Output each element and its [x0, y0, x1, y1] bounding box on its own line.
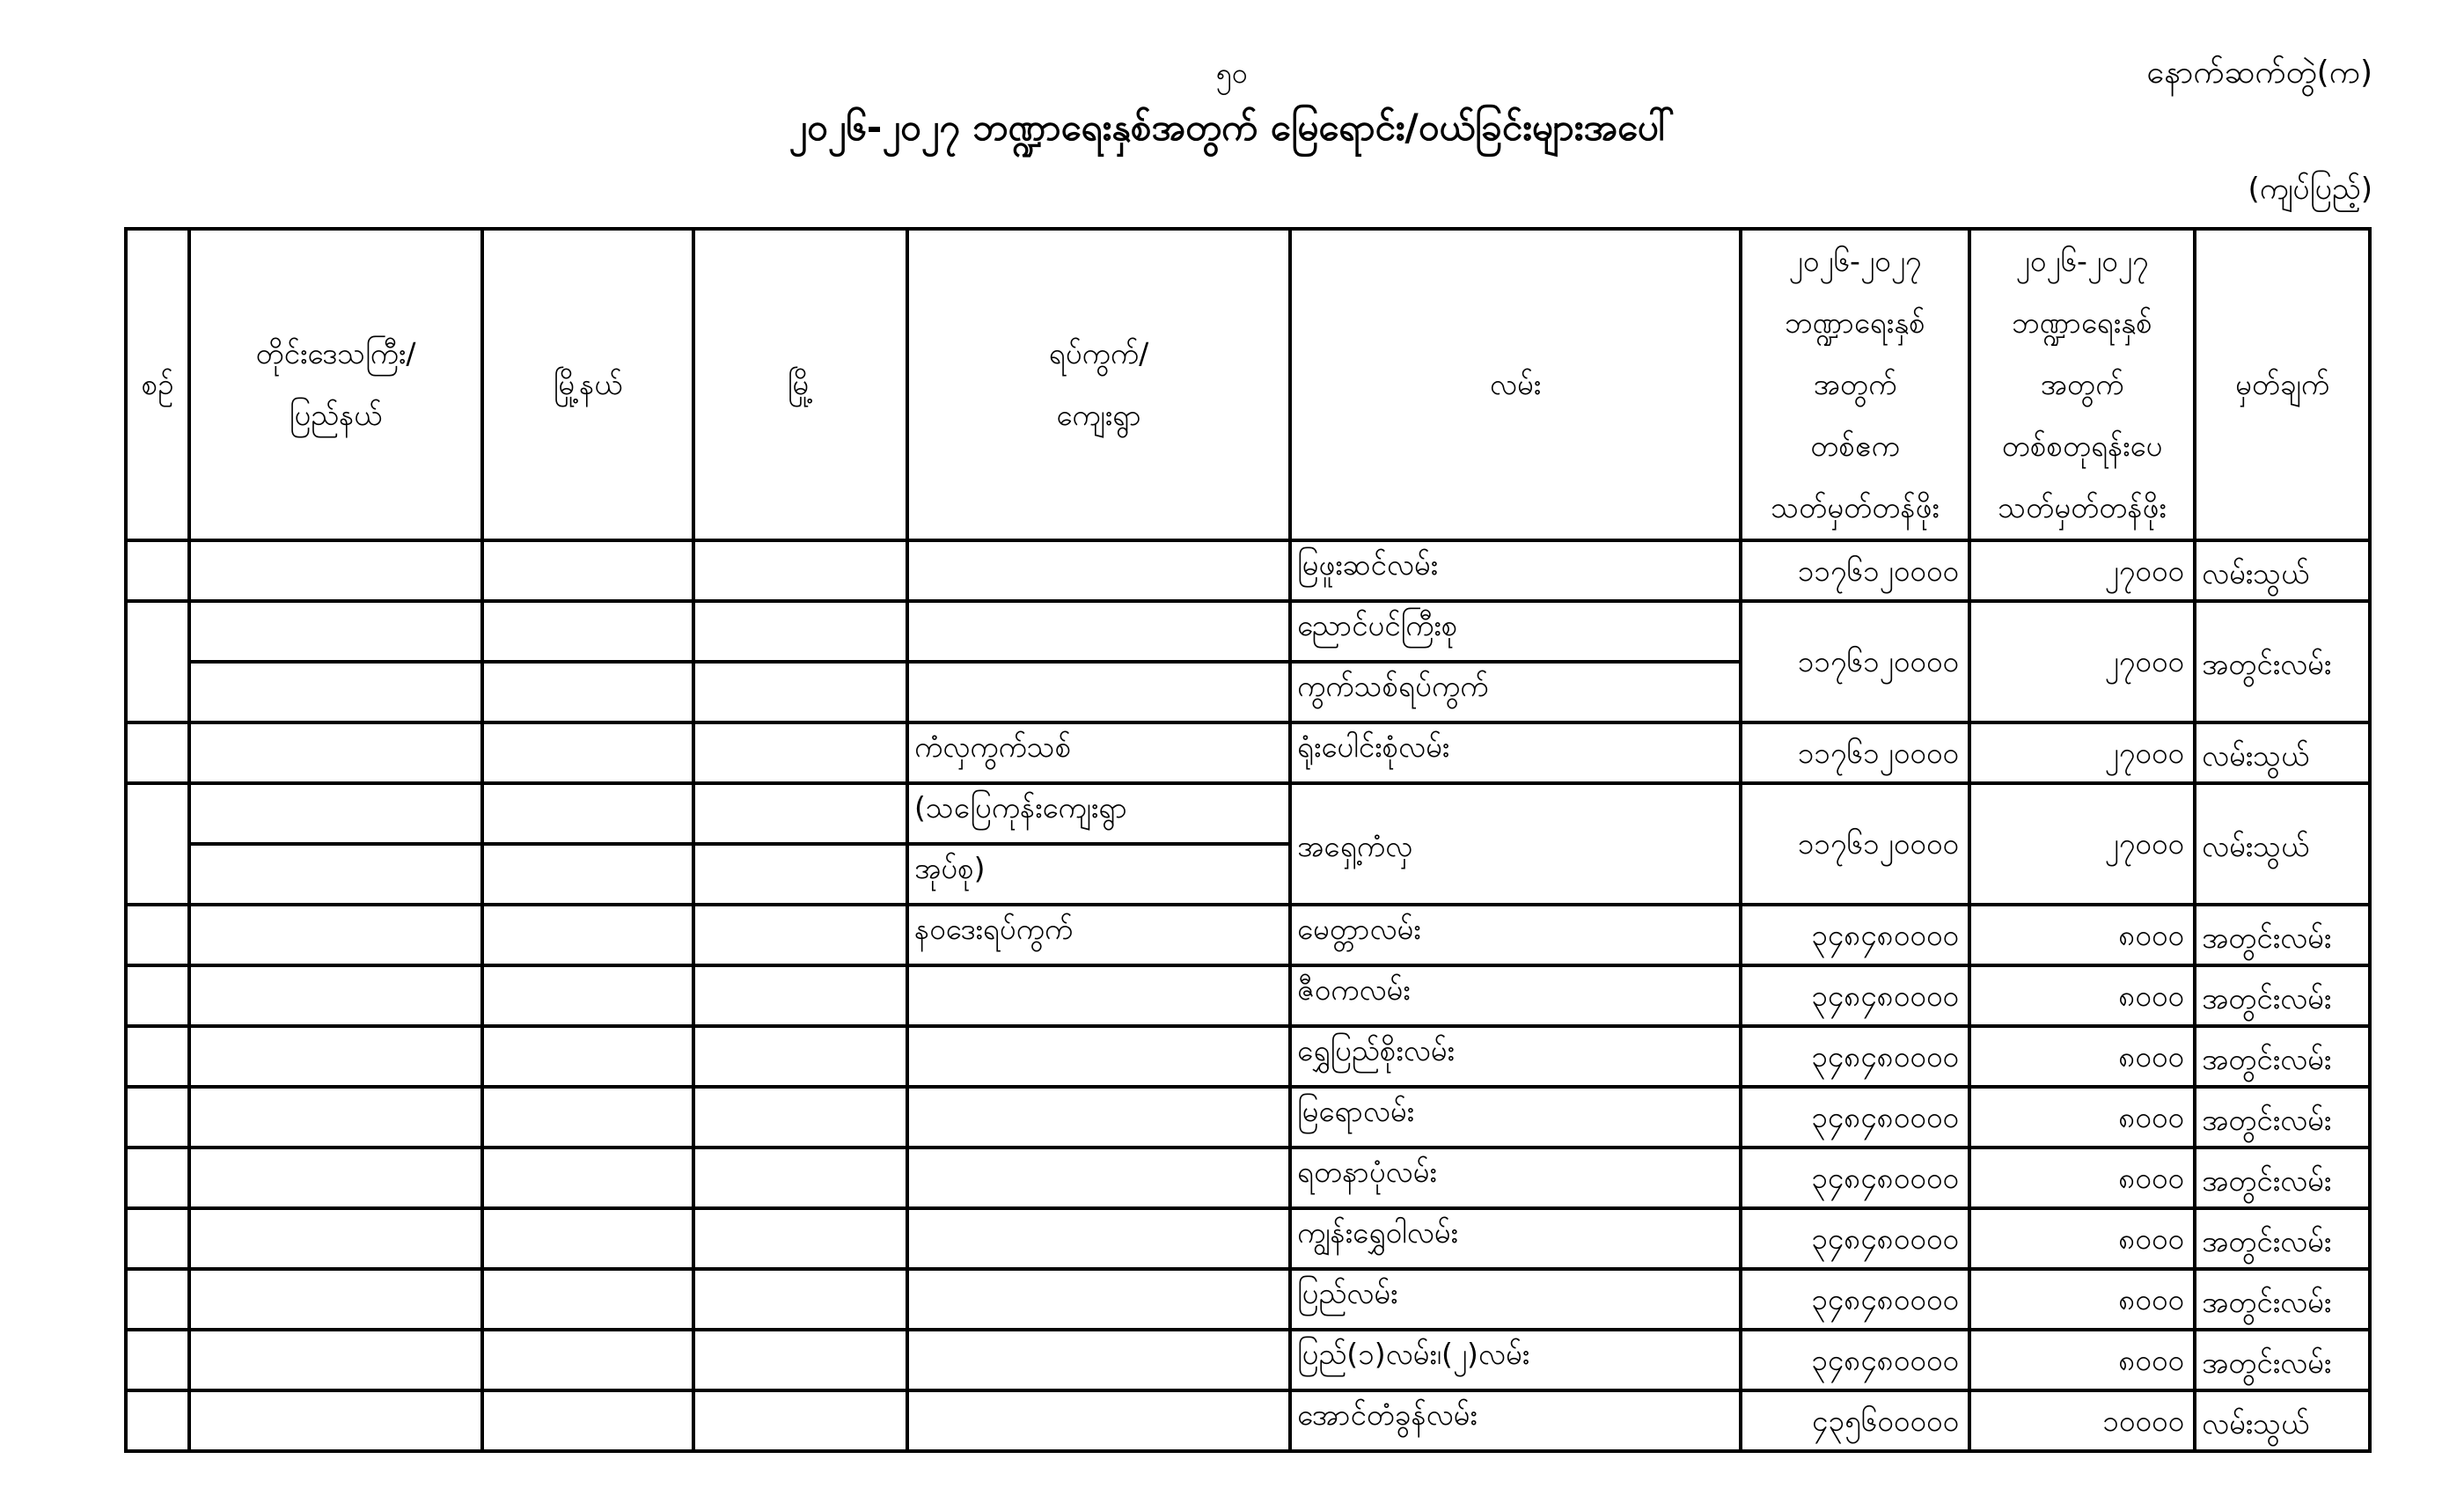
- header-serial: စဉ်: [126, 229, 189, 540]
- table-row: [126, 540, 2370, 601]
- table-row: [126, 1087, 2370, 1148]
- cell-region: [189, 601, 482, 662]
- header-value-per-acre: [1741, 229, 1969, 540]
- cell-serial: [126, 783, 189, 905]
- cell-remark: လမ်းသွယ်: [2195, 540, 2370, 601]
- header-sqft-line-2: ဘဏ္ဍာရေးနှစ်: [2012, 305, 2152, 340]
- cell-serial: [126, 601, 189, 722]
- table-row: [126, 1269, 2370, 1330]
- cell-value-acre: ၄၃၅၆၀၀၀၀၀: [1741, 1390, 1969, 1451]
- cell-ward: [907, 540, 1290, 601]
- cell-region: [189, 1087, 482, 1148]
- cell-town: [693, 1390, 907, 1451]
- header-ward-line-2: ကျေးရွာ: [1056, 398, 1141, 432]
- cell-ward: [907, 1148, 1290, 1208]
- cell-value-sqft: ၈၀၀၀: [1969, 1208, 2195, 1269]
- document-title: ၂၀၂၆-၂၀၂၇ ဘဏ္ဍာရေးနှစ်အတွက် မြေရောင်း/ဝယ်ခြင်းများအပေါ်: [788, 106, 1676, 149]
- cell-value-acre: ၃၄၈၄၈၀၀၀၀: [1741, 905, 1969, 965]
- cell-remark: အတွင်းလမ်း: [2195, 1087, 2370, 1148]
- header-sqft-line-3: အတွက်: [2040, 367, 2124, 401]
- cell-town: [693, 1269, 907, 1330]
- cell-ward: [907, 662, 1290, 722]
- cell-street: မြဖူးဆင်လမ်း: [1290, 540, 1741, 601]
- cell-township: [482, 1330, 693, 1390]
- header-acre-line-3: အတွက်: [1813, 367, 1897, 401]
- cell-serial: [126, 540, 189, 601]
- cell-serial: [126, 1208, 189, 1269]
- header-region: [189, 229, 482, 540]
- cell-remark: လမ်းသွယ်: [2195, 1390, 2370, 1451]
- land-value-table-container: [124, 227, 2368, 1448]
- cell-region: [189, 965, 482, 1026]
- cell-town: [693, 1330, 907, 1390]
- cell-street: အရှေ့ကံလှ: [1290, 783, 1741, 905]
- table-row: [126, 783, 2370, 844]
- cell-remark: အတွင်းလမ်း: [2195, 1208, 2370, 1269]
- cell-town: [693, 1026, 907, 1087]
- cell-street: ဇီဝကလမ်း: [1290, 965, 1741, 1026]
- cell-region: [189, 1269, 482, 1330]
- cell-street: ရွှေပြည်စိုးလမ်း: [1290, 1026, 1741, 1087]
- cell-street: ရတနာပုံလမ်း: [1290, 1148, 1741, 1208]
- cell-township: [482, 662, 693, 722]
- cell-serial: [126, 722, 189, 783]
- cell-remark: လမ်းသွယ်: [2195, 783, 2370, 905]
- table-row: [126, 601, 2370, 662]
- cell-value-sqft: ၈၀၀၀: [1969, 965, 2195, 1026]
- cell-ward: ကံလှကွက်သစ်: [907, 722, 1290, 783]
- page-number: ၅၀: [1216, 56, 1248, 90]
- cell-value-acre: ၃၄၈၄၈၀၀၀၀: [1741, 1087, 1969, 1148]
- cell-ward: [907, 601, 1290, 662]
- table-row: [126, 1026, 2370, 1087]
- cell-remark: လမ်းသွယ်: [2195, 722, 2370, 783]
- cell-serial: [126, 1148, 189, 1208]
- table-row: [126, 1330, 2370, 1390]
- cell-remark: အတွင်းလမ်း: [2195, 601, 2370, 722]
- cell-street: မေတ္တာလမ်း: [1290, 905, 1741, 965]
- cell-region: [189, 1148, 482, 1208]
- cell-town: [693, 1148, 907, 1208]
- cell-remark: အတွင်းလမ်း: [2195, 905, 2370, 965]
- cell-ward: နဝဒေးရပ်ကွက်: [907, 905, 1290, 965]
- cell-region: [189, 783, 482, 844]
- cell-serial: [126, 1026, 189, 1087]
- cell-value-acre: ၃၄၈၄၈၀၀၀၀: [1741, 1208, 1969, 1269]
- cell-region: [189, 722, 482, 783]
- cell-value-acre: ၃၄၈၄၈၀၀၀၀: [1741, 1148, 1969, 1208]
- cell-ward: [907, 1390, 1290, 1451]
- cell-street: အောင်တံခွန်လမ်း: [1290, 1390, 1741, 1451]
- table-header-row: [126, 229, 2370, 540]
- header-remarks: မှတ်ချက်: [2195, 229, 2370, 540]
- cell-town: [693, 905, 907, 965]
- cell-value-sqft: ၈၀၀၀: [1969, 905, 2195, 965]
- land-value-table: [124, 227, 2372, 1453]
- cell-region: [189, 1208, 482, 1269]
- cell-value-sqft: ၁၀၀၀၀: [1969, 1390, 2195, 1451]
- cell-value-acre: ၃၄၈၄၈၀၀၀၀: [1741, 1330, 1969, 1390]
- cell-township: [482, 1269, 693, 1330]
- header-town: မြို့: [693, 229, 907, 540]
- header-acre-line-4: တစ်ဧက: [1810, 429, 1900, 463]
- cell-value-acre: ၁၁၇၆၁၂၀၀၀၀: [1741, 601, 1969, 722]
- cell-street: ပြည်(၁)လမ်း၊(၂)လမ်း: [1290, 1330, 1741, 1390]
- header-street: လမ်း: [1290, 229, 1741, 540]
- cell-value-sqft: ၂၇၀၀၀: [1969, 540, 2195, 601]
- cell-street: ပြည်လမ်း: [1290, 1269, 1741, 1330]
- cell-value-acre: ၃၄၈၄၈၀၀၀၀: [1741, 965, 1969, 1026]
- cell-region: [189, 540, 482, 601]
- cell-township: [482, 1208, 693, 1269]
- cell-serial: [126, 905, 189, 965]
- cell-value-sqft: ၂၇၀၀၀: [1969, 722, 2195, 783]
- header-sqft-line-4: တစ်စတုရန်းပေ: [2001, 429, 2163, 463]
- header-value-per-sqft: [1969, 229, 2195, 540]
- cell-township: [482, 1087, 693, 1148]
- header-ward: [907, 229, 1290, 540]
- annex-label: နောက်ဆက်တွဲ(က): [2146, 55, 2372, 91]
- cell-township: [482, 1148, 693, 1208]
- table-row: [126, 965, 2370, 1026]
- cell-ward: [907, 1087, 1290, 1148]
- header-region-line-1: တိုင်းဒေသကြီး/: [255, 336, 416, 370]
- cell-township: [482, 844, 693, 905]
- cell-town: [693, 965, 907, 1026]
- cell-township: [482, 722, 693, 783]
- cell-town: [693, 1087, 907, 1148]
- cell-value-acre: ၁၁၇၆၁၂၀၀၀၀: [1741, 783, 1969, 905]
- header-ward-line-1: ရပ်ကွက်/: [1048, 336, 1149, 370]
- cell-ward: [907, 1208, 1290, 1269]
- cell-township: [482, 965, 693, 1026]
- cell-street: ညောင်ပင်ကြီးစု: [1290, 601, 1741, 662]
- cell-value-sqft: ၂၇၀၀၀: [1969, 783, 2195, 905]
- cell-value-acre: ၁၁၇၆၁၂၀၀၀၀: [1741, 540, 1969, 601]
- cell-value-acre: ၁၁၇၆၁၂၀၀၀၀: [1741, 722, 1969, 783]
- cell-street: ကွက်သစ်ရပ်ကွက်: [1290, 662, 1741, 722]
- header-township: မြို့နယ်: [482, 229, 693, 540]
- cell-value-sqft: ၈၀၀၀: [1969, 1148, 2195, 1208]
- cell-town: [693, 601, 907, 662]
- unit-label: (ကျပ်ပြည့်): [2248, 172, 2372, 207]
- cell-street: ရုံးပေါင်းစုံလမ်း: [1290, 722, 1741, 783]
- cell-region: [189, 1026, 482, 1087]
- cell-ward: အုပ်စု): [907, 844, 1290, 905]
- cell-township: [482, 1390, 693, 1451]
- header-acre-line-2: ဘဏ္ဍာရေးနှစ်: [1785, 305, 1925, 340]
- cell-value-acre: ၃၄၈၄၈၀၀၀၀: [1741, 1269, 1969, 1330]
- cell-ward: (သပြေကုန်းကျေးရွာ: [907, 783, 1290, 844]
- table-row: [126, 905, 2370, 965]
- cell-serial: [126, 1390, 189, 1451]
- cell-township: [482, 1026, 693, 1087]
- cell-value-sqft: ၈၀၀၀: [1969, 1269, 2195, 1330]
- cell-serial: [126, 1269, 189, 1330]
- cell-region: [189, 905, 482, 965]
- cell-value-acre: ၃၄၈၄၈၀၀၀၀: [1741, 1026, 1969, 1087]
- cell-town: [693, 662, 907, 722]
- cell-ward: [907, 1269, 1290, 1330]
- cell-ward: [907, 965, 1290, 1026]
- cell-value-sqft: ၈၀၀၀: [1969, 1026, 2195, 1087]
- header-sqft-line-5: သတ်မှတ်တန်ဖိုး: [1998, 490, 2167, 524]
- header-sqft-line-1: ၂၀၂၆-၂၀၂၇: [2015, 244, 2149, 278]
- cell-serial: [126, 1330, 189, 1390]
- table-row: [126, 1390, 2370, 1451]
- cell-value-sqft: ၈၀၀၀: [1969, 1330, 2195, 1390]
- header-acre-line-5: သတ်မှတ်တန်ဖိုး: [1771, 490, 1940, 524]
- cell-region: [189, 844, 482, 905]
- cell-township: [482, 783, 693, 844]
- table-row: [126, 722, 2370, 783]
- header-acre-line-1: ၂၀၂၆-၂၀၂၇: [1788, 244, 1922, 278]
- cell-township: [482, 540, 693, 601]
- cell-remark: အတွင်းလမ်း: [2195, 1148, 2370, 1208]
- cell-town: [693, 1208, 907, 1269]
- cell-remark: အတွင်းလမ်း: [2195, 1026, 2370, 1087]
- cell-ward: [907, 1330, 1290, 1390]
- cell-town: [693, 783, 907, 844]
- cell-street: ကျွန်းရွှေဝါလမ်း: [1290, 1208, 1741, 1269]
- cell-street: မြရောလမ်း: [1290, 1087, 1741, 1148]
- cell-ward: [907, 1026, 1290, 1087]
- cell-township: [482, 601, 693, 662]
- cell-remark: အတွင်းလမ်း: [2195, 1269, 2370, 1330]
- cell-region: [189, 1330, 482, 1390]
- cell-value-sqft: ၂၇၀၀၀: [1969, 601, 2195, 722]
- cell-town: [693, 722, 907, 783]
- cell-town: [693, 844, 907, 905]
- cell-township: [482, 905, 693, 965]
- cell-region: [189, 662, 482, 722]
- cell-remark: အတွင်းလမ်း: [2195, 1330, 2370, 1390]
- cell-town: [693, 540, 907, 601]
- table-row: [126, 1148, 2370, 1208]
- cell-region: [189, 1390, 482, 1451]
- cell-value-sqft: ၈၀၀၀: [1969, 1087, 2195, 1148]
- cell-remark: အတွင်းလမ်း: [2195, 965, 2370, 1026]
- cell-serial: [126, 965, 189, 1026]
- cell-serial: [126, 1087, 189, 1148]
- header-region-line-2: ပြည်နယ်: [289, 398, 383, 432]
- table-row: [126, 1208, 2370, 1269]
